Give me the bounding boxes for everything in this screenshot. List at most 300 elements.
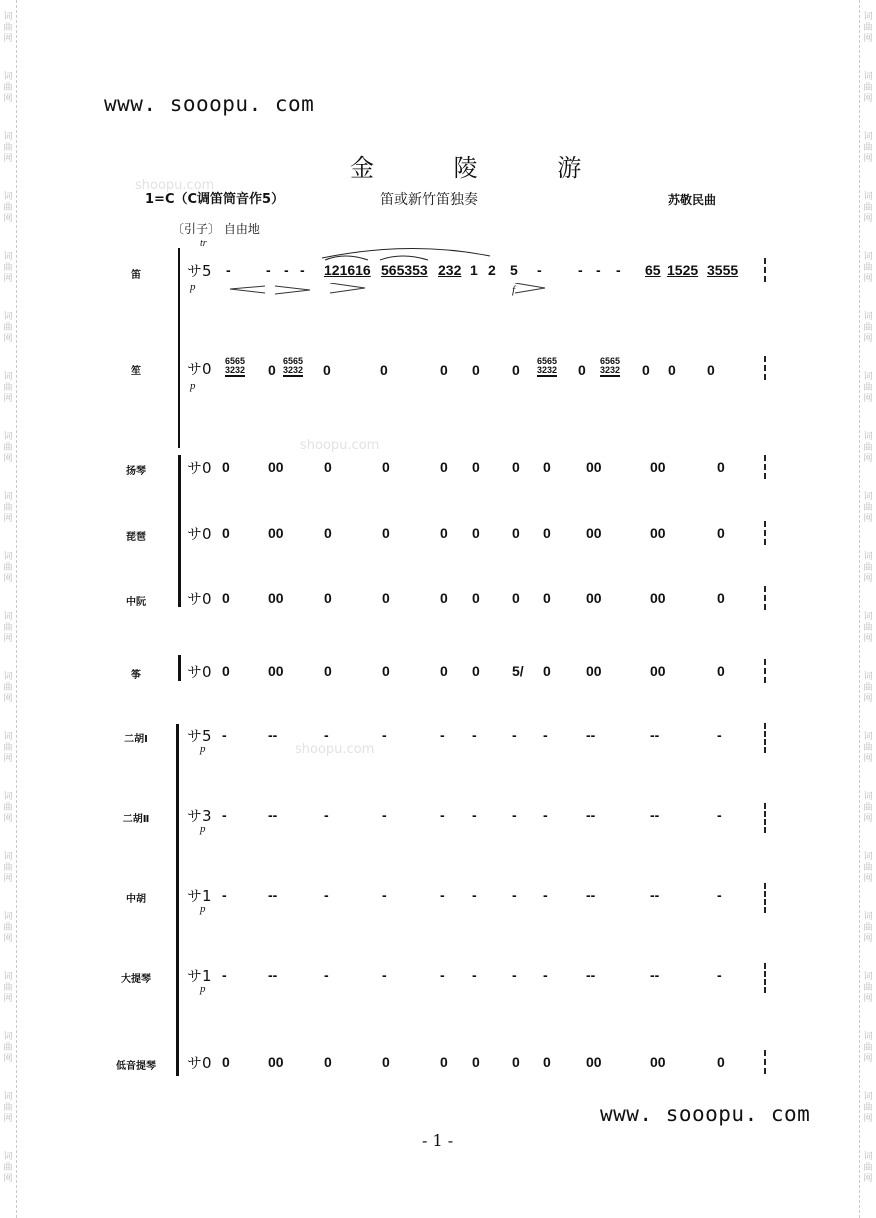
slur-marks bbox=[320, 244, 500, 262]
watermark-char: 曲 bbox=[3, 323, 13, 333]
row-note: - bbox=[222, 807, 227, 823]
watermark-char: 曲 bbox=[863, 923, 873, 933]
watermark-char: 词 bbox=[3, 432, 13, 442]
watermark-char: 曲 bbox=[3, 803, 13, 813]
watermark-char: 词 bbox=[3, 552, 13, 562]
watermark-char: 词 bbox=[863, 132, 873, 142]
sheng-note: 0 bbox=[707, 362, 715, 378]
faint-watermark: shoopu.com bbox=[300, 438, 380, 453]
watermark-char: 曲 bbox=[3, 23, 13, 33]
watermark-char: 曲 bbox=[863, 743, 873, 753]
row-note: 0 bbox=[382, 590, 390, 606]
row-note: - bbox=[222, 727, 227, 743]
watermark-char: 网 bbox=[863, 934, 873, 944]
end-barline bbox=[764, 455, 766, 479]
sheng-note: 0 bbox=[440, 362, 448, 378]
watermark-char: 词 bbox=[863, 432, 873, 442]
row-note: -- bbox=[586, 727, 596, 743]
row-note: - bbox=[512, 887, 517, 903]
watermark-char: 网 bbox=[3, 1174, 13, 1184]
watermark-char: 网 bbox=[3, 814, 13, 824]
sheng-note: 0 bbox=[668, 362, 676, 378]
watermark-char: 网 bbox=[863, 694, 873, 704]
row-note: -- bbox=[586, 967, 596, 983]
watermark-char: 词 bbox=[863, 912, 873, 922]
watermark-char: 曲 bbox=[863, 1103, 873, 1113]
row-note: 00 bbox=[650, 459, 666, 475]
end-barline bbox=[764, 883, 766, 913]
watermark-char: 曲 bbox=[3, 203, 13, 213]
sheng-note: 0 bbox=[578, 362, 586, 378]
sheng-note: 0 bbox=[268, 362, 276, 378]
row-note: -- bbox=[268, 807, 278, 823]
sheng-note: 0 bbox=[472, 362, 480, 378]
watermark-char: 曲 bbox=[3, 683, 13, 693]
row-note: 0 bbox=[543, 590, 551, 606]
row-note: - bbox=[324, 887, 329, 903]
watermark-char: 词 bbox=[3, 192, 13, 202]
row-note: 00 bbox=[586, 663, 602, 679]
row-note: -- bbox=[268, 887, 278, 903]
row-prefix: サ3 bbox=[187, 807, 212, 825]
watermark-char: 曲 bbox=[3, 1163, 13, 1173]
end-barline bbox=[764, 659, 766, 683]
watermark-char: 曲 bbox=[3, 143, 13, 153]
watermark-char: 网 bbox=[3, 994, 13, 1004]
watermark-char: 曲 bbox=[863, 503, 873, 513]
system-brace-plucked bbox=[178, 455, 181, 607]
watermark-char: 曲 bbox=[3, 503, 13, 513]
row-note: 0 bbox=[222, 663, 230, 679]
sheng-note: 6565 3232 bbox=[600, 356, 621, 375]
watermark-char: 网 bbox=[863, 214, 873, 224]
watermark-char: 词 bbox=[3, 732, 13, 742]
row-prefix: サ1 bbox=[187, 887, 212, 905]
row-note: - bbox=[472, 807, 477, 823]
row-note: 00 bbox=[586, 459, 602, 475]
lead-note: 1 bbox=[470, 262, 478, 278]
instrument-label: 中胡 bbox=[126, 894, 146, 905]
lead-note: 565353 bbox=[381, 262, 428, 278]
lead-prefix: サ5 bbox=[187, 262, 212, 280]
watermark-char: 网 bbox=[3, 634, 13, 644]
section-marking: 〔引子〕 自由地 bbox=[172, 222, 260, 236]
watermark-char: 网 bbox=[3, 154, 13, 164]
watermark-char: 网 bbox=[863, 994, 873, 1004]
row-note: 00 bbox=[268, 1054, 284, 1070]
row-note: 0 bbox=[440, 459, 448, 475]
row-note: 0 bbox=[472, 525, 480, 541]
row-note: 0 bbox=[440, 590, 448, 606]
row-note: -- bbox=[268, 967, 278, 983]
row-note: - bbox=[543, 727, 548, 743]
row-note: 0 bbox=[472, 1054, 480, 1070]
sheng-note: 0 bbox=[323, 362, 331, 378]
row-note: 0 bbox=[472, 590, 480, 606]
row-note: - bbox=[440, 887, 445, 903]
row-note: - bbox=[440, 967, 445, 983]
end-barline bbox=[764, 963, 766, 993]
row-note: 0 bbox=[717, 525, 725, 541]
row-note: 0 bbox=[717, 663, 725, 679]
watermark-char: 词 bbox=[3, 12, 13, 22]
row-note: -- bbox=[268, 727, 278, 743]
watermark-char: 词 bbox=[863, 192, 873, 202]
watermark-char: 词 bbox=[863, 792, 873, 802]
watermark-char: 词 bbox=[863, 312, 873, 322]
watermark-char: 网 bbox=[863, 1054, 873, 1064]
watermark-char: 网 bbox=[3, 694, 13, 704]
row-note: 00 bbox=[650, 663, 666, 679]
row-note: 0 bbox=[512, 525, 520, 541]
row-note: - bbox=[324, 807, 329, 823]
instrument-label: 筝 bbox=[131, 670, 141, 681]
watermark-char: 网 bbox=[3, 1054, 13, 1064]
lead-dynamic: p bbox=[190, 281, 196, 293]
row-note: 0 bbox=[324, 590, 332, 606]
watermark-char: 词 bbox=[863, 672, 873, 682]
watermark-char: 词 bbox=[3, 852, 13, 862]
sheng-note: 6565 3232 bbox=[225, 356, 246, 375]
row-note: 0 bbox=[324, 1054, 332, 1070]
row-note: 0 bbox=[543, 525, 551, 541]
watermark-char: 词 bbox=[863, 972, 873, 982]
watermark-char: 曲 bbox=[3, 863, 13, 873]
watermark-char: 网 bbox=[3, 1114, 13, 1124]
watermark-char: 网 bbox=[3, 574, 13, 584]
row-note: - bbox=[324, 727, 329, 743]
row-note: - bbox=[512, 967, 517, 983]
row-note: - bbox=[512, 727, 517, 743]
watermark-char: 词 bbox=[863, 852, 873, 862]
instrument-label: 扬琴 bbox=[126, 466, 146, 477]
row-prefix: サ0 bbox=[187, 459, 212, 477]
row-note: - bbox=[717, 887, 722, 903]
end-barline bbox=[764, 803, 766, 833]
watermark-char: 网 bbox=[3, 94, 13, 104]
watermark-char: 网 bbox=[3, 874, 13, 884]
row-note: - bbox=[382, 967, 387, 983]
end-barline bbox=[764, 521, 766, 545]
row-note: - bbox=[512, 807, 517, 823]
site-url-bottom[interactable]: www. sooopu. com bbox=[600, 1102, 811, 1126]
trill-mark: tr bbox=[200, 238, 207, 249]
lead-note: 1525 bbox=[667, 262, 699, 278]
faint-watermark: shoopu.com bbox=[135, 178, 215, 193]
row-note: - bbox=[543, 967, 548, 983]
row-dynamic: p bbox=[200, 903, 206, 915]
sheng-note: 6565 3232 bbox=[283, 356, 304, 375]
row-note: -- bbox=[586, 807, 596, 823]
row-note: 0 bbox=[472, 459, 480, 475]
row-note: 0 bbox=[382, 459, 390, 475]
watermark-char: 曲 bbox=[3, 743, 13, 753]
instrument-label: 低音提琴 bbox=[116, 1061, 156, 1072]
watermark-char: 网 bbox=[863, 34, 873, 44]
end-barline bbox=[764, 258, 766, 282]
watermark-char: 词 bbox=[863, 372, 873, 382]
instrument-label: 中阮 bbox=[126, 597, 146, 608]
watermark-char: 网 bbox=[3, 934, 13, 944]
watermark-char: 词 bbox=[863, 492, 873, 502]
row-note: 0 bbox=[440, 525, 448, 541]
row-note: -- bbox=[650, 727, 660, 743]
row-note: 0 bbox=[382, 663, 390, 679]
row-prefix: サ0 bbox=[187, 663, 212, 681]
system-brace-strings bbox=[176, 724, 179, 1076]
site-url-top[interactable]: www. sooopu. com bbox=[104, 92, 315, 116]
row-note: 0 bbox=[543, 1054, 551, 1070]
row-note: 5/ bbox=[512, 663, 524, 679]
row-note: 0 bbox=[543, 663, 551, 679]
composer: 苏敬民曲 bbox=[668, 193, 717, 207]
watermark-char: 曲 bbox=[3, 563, 13, 573]
watermark-char: 曲 bbox=[3, 923, 13, 933]
row-note: - bbox=[472, 887, 477, 903]
instrument-label-dizi: 笛 bbox=[131, 270, 141, 281]
lead-note: 232 bbox=[438, 262, 462, 278]
row-note: 0 bbox=[222, 590, 230, 606]
watermark-char: 曲 bbox=[863, 323, 873, 333]
watermark-char: 网 bbox=[863, 814, 873, 824]
instrument-label: 二胡Ⅱ bbox=[122, 814, 150, 825]
row-note: 0 bbox=[543, 459, 551, 475]
watermark-char: 曲 bbox=[863, 443, 873, 453]
lead-note: - bbox=[284, 262, 289, 278]
watermark-char: 曲 bbox=[863, 83, 873, 93]
watermark-char: 网 bbox=[863, 874, 873, 884]
instrument-label: 二胡Ⅰ bbox=[124, 734, 148, 745]
row-note: 0 bbox=[472, 663, 480, 679]
song-title: 金 陵 游 bbox=[350, 154, 618, 182]
watermark-char: 词 bbox=[3, 72, 13, 82]
lead-note: 121616 bbox=[324, 262, 371, 278]
sheng-note: 0 bbox=[642, 362, 650, 378]
row-note: - bbox=[382, 887, 387, 903]
row-dynamic: p bbox=[200, 823, 206, 835]
watermark-char: 曲 bbox=[863, 683, 873, 693]
row-note: 0 bbox=[512, 1054, 520, 1070]
key-signature: 1=C（C调笛筒音作5） bbox=[145, 192, 285, 207]
watermark-char: 词 bbox=[863, 252, 873, 262]
row-note: - bbox=[543, 807, 548, 823]
watermark-char: 网 bbox=[3, 34, 13, 44]
lead-note: - bbox=[596, 262, 601, 278]
row-note: - bbox=[717, 727, 722, 743]
row-note: - bbox=[440, 727, 445, 743]
hairpins bbox=[225, 283, 555, 297]
watermark-char: 曲 bbox=[863, 803, 873, 813]
watermark-char: 曲 bbox=[863, 1163, 873, 1173]
watermark-char: 网 bbox=[863, 514, 873, 524]
watermark-char: 词 bbox=[3, 132, 13, 142]
watermark-char: 词 bbox=[863, 732, 873, 742]
row-note: - bbox=[382, 807, 387, 823]
watermark-char: 词 bbox=[3, 972, 13, 982]
end-barline bbox=[764, 586, 766, 610]
instrument-label: 琵琶 bbox=[126, 532, 146, 543]
watermark-char: 曲 bbox=[3, 623, 13, 633]
watermark-char: 曲 bbox=[863, 23, 873, 33]
watermark-char: 网 bbox=[863, 1114, 873, 1124]
lead-dynamic-forte: f bbox=[512, 284, 516, 296]
row-note: 00 bbox=[268, 525, 284, 541]
row-note: 0 bbox=[512, 590, 520, 606]
lead-note: - bbox=[578, 262, 583, 278]
end-barline bbox=[764, 356, 766, 380]
watermark-char: 词 bbox=[3, 672, 13, 682]
row-note: -- bbox=[650, 807, 660, 823]
watermark-char: 网 bbox=[863, 394, 873, 404]
row-note: - bbox=[222, 967, 227, 983]
watermark-char: 曲 bbox=[3, 83, 13, 93]
watermark-char: 曲 bbox=[863, 263, 873, 273]
subtitle: 笛或新竹笛独奏 bbox=[380, 192, 478, 208]
watermark-char: 词 bbox=[3, 1092, 13, 1102]
row-note: 0 bbox=[717, 459, 725, 475]
row-note: 0 bbox=[222, 1054, 230, 1070]
row-note: 00 bbox=[650, 590, 666, 606]
sheng-note: 0 bbox=[380, 362, 388, 378]
watermark-char: 词 bbox=[3, 312, 13, 322]
lead-note: - bbox=[300, 262, 305, 278]
row-note: 00 bbox=[268, 663, 284, 679]
row-note: 0 bbox=[324, 459, 332, 475]
watermark-char: 网 bbox=[863, 574, 873, 584]
watermark-char: 词 bbox=[863, 1092, 873, 1102]
watermark-char: 词 bbox=[3, 1152, 13, 1162]
watermark-char: 曲 bbox=[3, 1043, 13, 1053]
row-note: 0 bbox=[512, 459, 520, 475]
instrument-label: 大提琴 bbox=[121, 974, 151, 985]
system-brace-winds bbox=[178, 248, 180, 448]
watermark-char: 词 bbox=[3, 372, 13, 382]
row-note: 00 bbox=[650, 1054, 666, 1070]
lead-note: 5 bbox=[510, 262, 518, 278]
watermark-char: 词 bbox=[3, 1032, 13, 1042]
lead-note: - bbox=[616, 262, 621, 278]
watermark-char: 网 bbox=[863, 1174, 873, 1184]
end-barline bbox=[764, 1050, 766, 1074]
watermark-char: 词 bbox=[863, 612, 873, 622]
row-note: 00 bbox=[586, 1054, 602, 1070]
row-note: - bbox=[543, 887, 548, 903]
watermark-char: 词 bbox=[3, 252, 13, 262]
watermark-char: 曲 bbox=[863, 863, 873, 873]
watermark-char: 网 bbox=[863, 94, 873, 104]
watermark-char: 曲 bbox=[863, 203, 873, 213]
row-note: 0 bbox=[717, 590, 725, 606]
end-barline bbox=[764, 723, 766, 753]
watermark-char: 曲 bbox=[3, 443, 13, 453]
row-note: - bbox=[324, 967, 329, 983]
row-prefix: サ5 bbox=[187, 727, 212, 745]
watermark-char: 曲 bbox=[863, 563, 873, 573]
watermark-char: 网 bbox=[863, 454, 873, 464]
watermark-char: 曲 bbox=[863, 143, 873, 153]
row-note: - bbox=[222, 887, 227, 903]
watermark-char: 曲 bbox=[3, 1103, 13, 1113]
watermark-char: 网 bbox=[863, 274, 873, 284]
row-note: 00 bbox=[650, 525, 666, 541]
row-note: 00 bbox=[268, 459, 284, 475]
row-note: 00 bbox=[268, 590, 284, 606]
row-note: -- bbox=[650, 887, 660, 903]
watermark-char: 词 bbox=[863, 552, 873, 562]
watermark-char: 网 bbox=[863, 334, 873, 344]
watermark-char: 曲 bbox=[863, 623, 873, 633]
watermark-char: 词 bbox=[3, 792, 13, 802]
watermark-char: 网 bbox=[3, 394, 13, 404]
watermark-char: 网 bbox=[3, 514, 13, 524]
row-note: 0 bbox=[222, 459, 230, 475]
row-note: 0 bbox=[717, 1054, 725, 1070]
watermark-char: 网 bbox=[863, 154, 873, 164]
row-note: 0 bbox=[324, 663, 332, 679]
row-note: - bbox=[382, 727, 387, 743]
watermark-char: 词 bbox=[863, 72, 873, 82]
watermark-char: 曲 bbox=[863, 983, 873, 993]
row-dynamic: p bbox=[200, 983, 206, 995]
watermark-char: 曲 bbox=[863, 1043, 873, 1053]
watermark-char: 曲 bbox=[3, 383, 13, 393]
lead-note: 3555 bbox=[707, 262, 739, 278]
lead-note: - bbox=[266, 262, 271, 278]
watermark-char: 词 bbox=[3, 492, 13, 502]
watermark-char: 网 bbox=[3, 334, 13, 344]
row-note: 00 bbox=[586, 590, 602, 606]
sheng-prefix: サ0 bbox=[187, 360, 212, 378]
row-note: 0 bbox=[382, 525, 390, 541]
watermark-char: 网 bbox=[863, 754, 873, 764]
row-note: 0 bbox=[382, 1054, 390, 1070]
sheng-note: 6565 3232 bbox=[537, 356, 558, 375]
watermark-char: 网 bbox=[3, 274, 13, 284]
row-note: - bbox=[472, 967, 477, 983]
row-note: 0 bbox=[324, 525, 332, 541]
instrument-label-sheng: 笙 bbox=[131, 366, 141, 377]
lead-note: 65 bbox=[645, 262, 661, 278]
row-note: 0 bbox=[222, 525, 230, 541]
row-note: 0 bbox=[440, 663, 448, 679]
watermark-char: 词 bbox=[3, 912, 13, 922]
watermark-char: 曲 bbox=[863, 383, 873, 393]
faint-watermark: shoopu.com bbox=[295, 742, 375, 757]
sheng-note: 0 bbox=[512, 362, 520, 378]
row-prefix: サ0 bbox=[187, 590, 212, 608]
row-dynamic: p bbox=[200, 743, 206, 755]
row-note: - bbox=[717, 967, 722, 983]
watermark-char: 网 bbox=[863, 634, 873, 644]
watermark-char: 网 bbox=[3, 454, 13, 464]
row-prefix: サ0 bbox=[187, 1054, 212, 1072]
lead-note: - bbox=[537, 262, 542, 278]
row-note: -- bbox=[586, 887, 596, 903]
watermark-char: 词 bbox=[863, 12, 873, 22]
row-prefix: サ1 bbox=[187, 967, 212, 985]
lead-note: 2 bbox=[488, 262, 496, 278]
row-note: - bbox=[717, 807, 722, 823]
watermark-char: 网 bbox=[3, 754, 13, 764]
lead-note: - bbox=[226, 262, 231, 278]
watermark-char: 词 bbox=[3, 612, 13, 622]
row-note: -- bbox=[650, 967, 660, 983]
watermark-char: 曲 bbox=[3, 983, 13, 993]
watermark-char: 词 bbox=[863, 1032, 873, 1042]
row-prefix: サ0 bbox=[187, 525, 212, 543]
watermark-char: 曲 bbox=[3, 263, 13, 273]
row-note: 00 bbox=[586, 525, 602, 541]
